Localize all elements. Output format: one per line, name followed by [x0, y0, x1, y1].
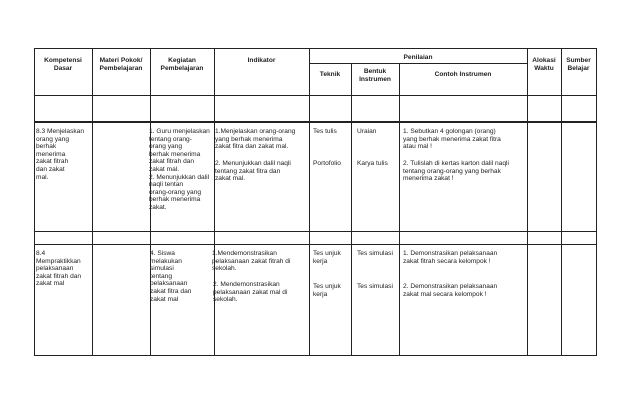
- header-penilaian: Penilaian: [403, 54, 433, 61]
- header-sumber: Sumber Belajar: [566, 57, 591, 72]
- row1-teknik-1: Tes tulis: [313, 128, 337, 135]
- row1-bentuk-2: Karya tulis: [357, 160, 388, 167]
- row2-contoh-2: 2. Demonstrasikan pelaksanaan zakat mal secara kelompok !: [403, 283, 498, 298]
- table-border-top: [34, 48, 596, 49]
- row2-contoh-1: 1. Demonstrasikan pelaksanaan zakat fitrah secara kelompok !: [403, 250, 498, 265]
- row1-bentuk-1: Uraian: [357, 128, 377, 135]
- column-line: [34, 48, 35, 356]
- table-border-bottom: [34, 355, 596, 356]
- column-line: [596, 48, 597, 356]
- header-kompetensi: Kompetensi Dasar: [44, 57, 82, 72]
- header-teknik: Teknik: [319, 71, 341, 78]
- row1-contoh-2: 2. Tulislah di kertas karton dalil naqli tentang orang-orang yang berhak menerima zakat !: [403, 160, 509, 183]
- column-line: [561, 48, 562, 356]
- header-alokasi: Alokasi Waktu: [532, 57, 556, 72]
- column-line: [309, 48, 310, 356]
- row2-teknik-2: Tes unjuk kerja: [313, 283, 341, 298]
- header-materi: Materi Pokok/ Pembelajaran: [99, 57, 143, 72]
- row1-indikator-2: 2. Menunjukkan dalil naqli tentang zakat fitra dan zakat mal.: [215, 160, 291, 183]
- column-line: [92, 48, 93, 356]
- header-bentuk: Bentuk Instrumen: [359, 68, 391, 83]
- row2-bentuk-2: Tes simulasi: [357, 283, 393, 290]
- row2-kompetensi: 8.4 Mempraktikkan pelaksanaan zakat fitrah dan zakat mal: [36, 250, 82, 288]
- row1-teknik-2: Portofolio: [313, 160, 341, 167]
- row-separator-line: [34, 122, 596, 123]
- row1-kompetensi: 8.3 Menjelaskan orang yang berhak menerima zakat fitrah dan zakat mal.: [36, 128, 85, 181]
- header-kegiatan: Kegiatan Pembelajaran: [160, 57, 204, 72]
- column-line: [399, 63, 400, 356]
- row2-kegiatan: 4. Siswa melakukan simulasi tentang pelaksanaan zakat fitra dan zakat mal: [150, 250, 192, 303]
- column-line: [351, 63, 352, 356]
- row2-teknik-1: Tes unjuk kerja: [313, 250, 341, 265]
- row2-bentuk-1: Tes simulasi: [357, 250, 393, 257]
- header-indikator: Indikator: [247, 57, 276, 64]
- penilaian-subheader-line: [309, 63, 527, 64]
- header-bottom-line: [34, 95, 596, 96]
- header-contoh: Contoh Instrumen: [434, 71, 492, 78]
- row2-indikator-1: 1.Mendemonstrasikan pelaksanaan zakat fitrah di sekolah.: [212, 250, 291, 273]
- row-separator-line: [34, 231, 596, 232]
- row1-contoh-1: 1. Sebutkan 4 golongan (orang) yang berhak menerima zakat fitra atau mal !: [403, 128, 501, 151]
- row-separator-line: [34, 244, 596, 245]
- row2-indikator-2: 2. Mendemonstrasikan pelaksanaan zakat mal di sekolah.: [213, 281, 288, 304]
- row1-kegiatan: 1. Guru menjelaskan tentang orang- orang yang berhak menerima zakat fitrah dan zakat mal. 2. Menunjukkan dalil naqli tentan orang-orang yang berhak menerima zakat.: [149, 128, 210, 211]
- row1-indikator-1: 1.Menjelaskan orang-orang yang berhak menerima zakat fitra dan zakat mal.: [215, 128, 296, 151]
- column-line: [527, 48, 528, 356]
